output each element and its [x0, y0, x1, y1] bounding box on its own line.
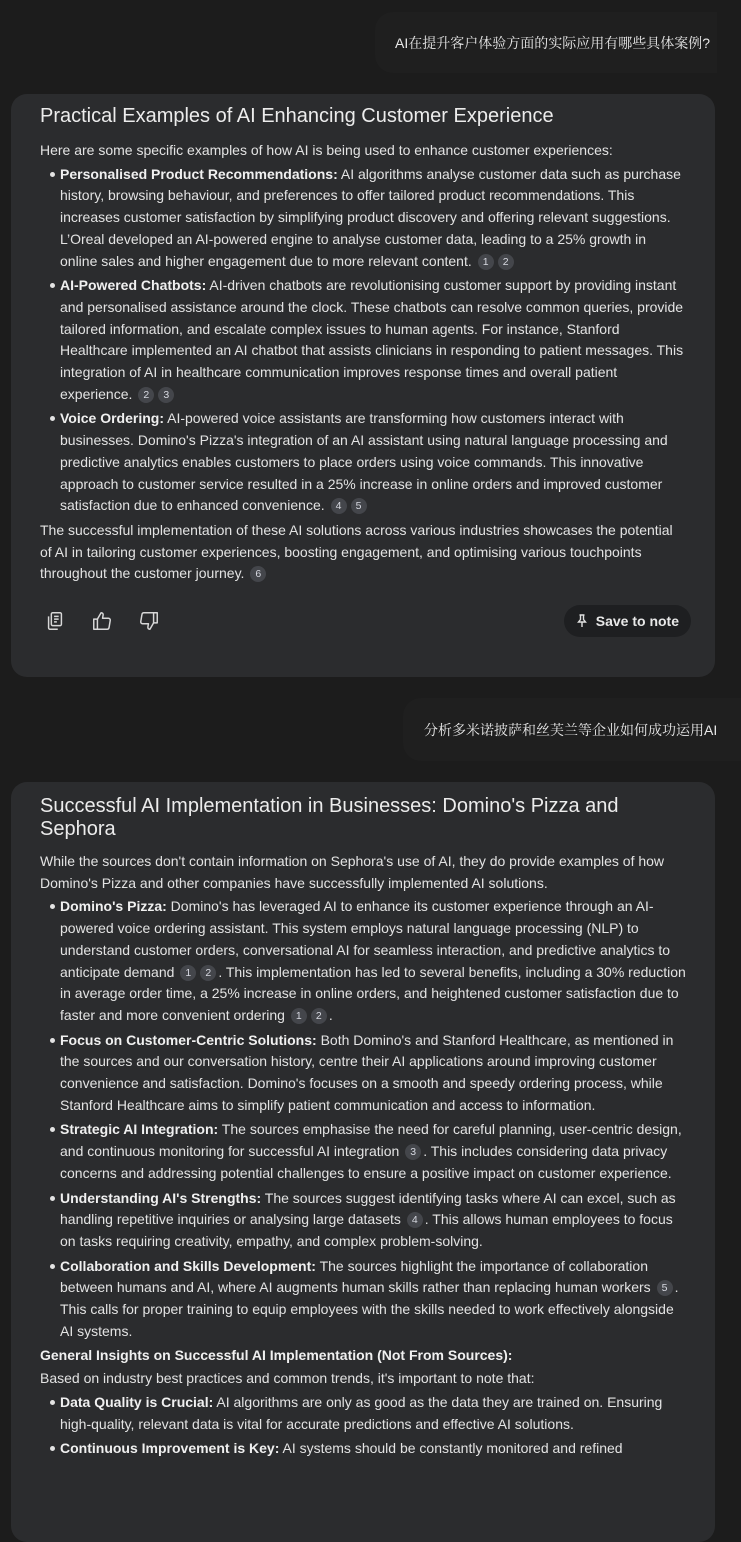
response-1-intro: Here are some specific examples of how AI is being used to enhance customer experiences: — [40, 142, 613, 158]
thumbs-down-button[interactable] — [134, 606, 164, 636]
list-item: Continuous Improvement is Key: AI systems should be constantly monitored and refined — [40, 1438, 687, 1460]
user-message-2-text: 分析多米诺披萨和丝芙兰等企业如何成功运用AI — [424, 721, 718, 738]
list-item: Voice Ordering: AI-powered voice assistants are transforming how customers interact with businesses. Domino's Pizza's integration of an AI assistant using natural language processing and predictive analytics enables customers to place orders using voice commands. This innovative approach to customer service resulted in a 25% increase in online orders and improved customer satisfaction due to enhanced convenience. 4 5 — [40, 408, 687, 517]
general-insights-intro: Based on industry best practices and common trends, it's important to note that: — [40, 1370, 535, 1387]
citation-badge[interactable]: 5 — [351, 498, 367, 514]
citation-badge[interactable]: 3 — [158, 387, 174, 403]
user-message-2 — [403, 698, 741, 761]
citation-badge[interactable]: 1 — [291, 1008, 307, 1024]
citation-badge[interactable]: 4 — [331, 498, 347, 514]
citation-badge[interactable]: 2 — [200, 965, 216, 981]
response-2-intro: While the sources don't contain information on Sephora's use of AI, they do provide examples of how Domino's Pizza and other companies have successfully implemented AI solutions. — [40, 853, 665, 891]
citation-badge[interactable]: 5 — [657, 1280, 673, 1296]
response-2-title: Successful AI Implementation in Businesses: Domino's Pizza and Sephora — [40, 795, 619, 840]
save-to-note-button[interactable]: Save to note — [564, 605, 691, 637]
response-card-2 — [11, 782, 715, 1542]
copy-button[interactable] — [40, 606, 70, 636]
response-1-title: Practical Examples of AI Enhancing Customer Experience — [40, 105, 554, 127]
response-1-actions — [40, 593, 687, 649]
citation-badge[interactable]: 3 — [405, 1144, 421, 1160]
list-item: Focus on Customer-Centric Solutions: Both Domino's and Stanford Healthcare, as mentioned in the sources and our conversation history, centre their AI applications around improving customer convenience and satisfaction. Domino's focuses on a smooth and speedy ordering process, while Stanford Healthcare aims to simplify patient communication and access to information. — [40, 1030, 687, 1117]
general-insights-heading: General Insights on Successful AI Implementation (Not From Sources): — [40, 1347, 513, 1364]
list-item: Data Quality is Crucial: AI algorithms are only as good as the data they are trained on. Ensuring high-quality, relevant data is vital for accurate predictions and effective AI solutions. — [40, 1392, 687, 1435]
citation-badge[interactable]: 2 — [311, 1008, 327, 1024]
list-item: Strategic AI Integration: The sources emphasise the need for careful planning, user-centric design, and continuous monitoring for successful AI integration 3 . This includes considering data privacy concerns and addressing potential challenges to ensure a positive impact on customer experience. — [40, 1119, 687, 1184]
list-item: Domino's Pizza: Domino's has leveraged AI to enhance its customer experience through an AI-powered voice ordering assistant. This system employs natural language processing (NLP) to understand customer orders, conversational AI for seamless interaction, and predictive analytics to anticipate demand 1 2 . This implementation has led to several benefits, including a 30% reduction in average order time, a 25% increase in online orders, and heightened customer satisfaction due to faster and more convenient ordering 1 2 . — [40, 896, 687, 1026]
response-1-list — [40, 164, 687, 517]
list-item: Understanding AI's Strengths: The sources suggest identifying tasks where AI can excel, such as handling repetitive inquiries or analysing large datasets 4 . This allows human employees to focus on tasks requiring creativity, empathy, and complex problem-solving. — [40, 1188, 687, 1253]
citation-badge[interactable]: 6 — [250, 566, 266, 582]
response-2-list — [40, 896, 687, 1342]
general-insights-list — [40, 1392, 687, 1460]
citation-badge[interactable]: 1 — [180, 965, 196, 981]
list-item: AI-Powered Chatbots: AI-driven chatbots are revolutionising customer support by providing instant and personalised assistance around the clock. These chatbots can resolve common queries, provide tailored information, and escalate complex issues to human agents. For instance, Stanford Healthcare implemented an AI chatbot that assists clinicians in responding to patient messages. This integration of AI in healthcare communication improves response times and overall patient experience. 2 3 — [40, 275, 687, 405]
copy-icon — [44, 610, 66, 632]
list-item: Collaboration and Skills Development: The sources highlight the importance of collaboration between humans and AI, where AI augments human skills rather than replacing human workers 5 . This calls for proper training to equip employees with the skills needed to work effectively alongside AI systems. — [40, 1256, 687, 1343]
thumbs-up-button[interactable] — [87, 606, 117, 636]
response-1-conclusion: The successful implementation of these AI solutions across various industries showcases the potential of AI in tailoring customer experiences, boosting engagement, and optimising various touchpoints throughout the customer journey. 6 — [40, 521, 673, 582]
list-item: Personalised Product Recommendations: AI algorithms analyse customer data such as purchase history, browsing behaviour, and preferences to offer tailored product recommendations. This increases customer satisfaction by simplifying product discovery and offering relevant suggestions. L’Oreal developed an AI-powered engine to analyse customer data, leading to a 25% growth in online sales and higher engagement due to more relevant content. 1 2 — [40, 164, 687, 273]
pin-icon — [574, 613, 590, 629]
citation-badge[interactable]: 2 — [138, 387, 154, 403]
user-message-1-text: AI在提升客户体验方面的实际应用有哪些具体案例? — [395, 34, 711, 51]
thumbs-down-icon — [138, 610, 160, 632]
user-message-1 — [375, 12, 717, 73]
thumbs-up-icon — [91, 610, 113, 632]
citation-badge[interactable]: 1 — [478, 254, 494, 270]
citation-badge[interactable]: 2 — [498, 254, 514, 270]
citation-badge[interactable]: 4 — [407, 1212, 423, 1228]
response-card-1 — [11, 94, 715, 677]
